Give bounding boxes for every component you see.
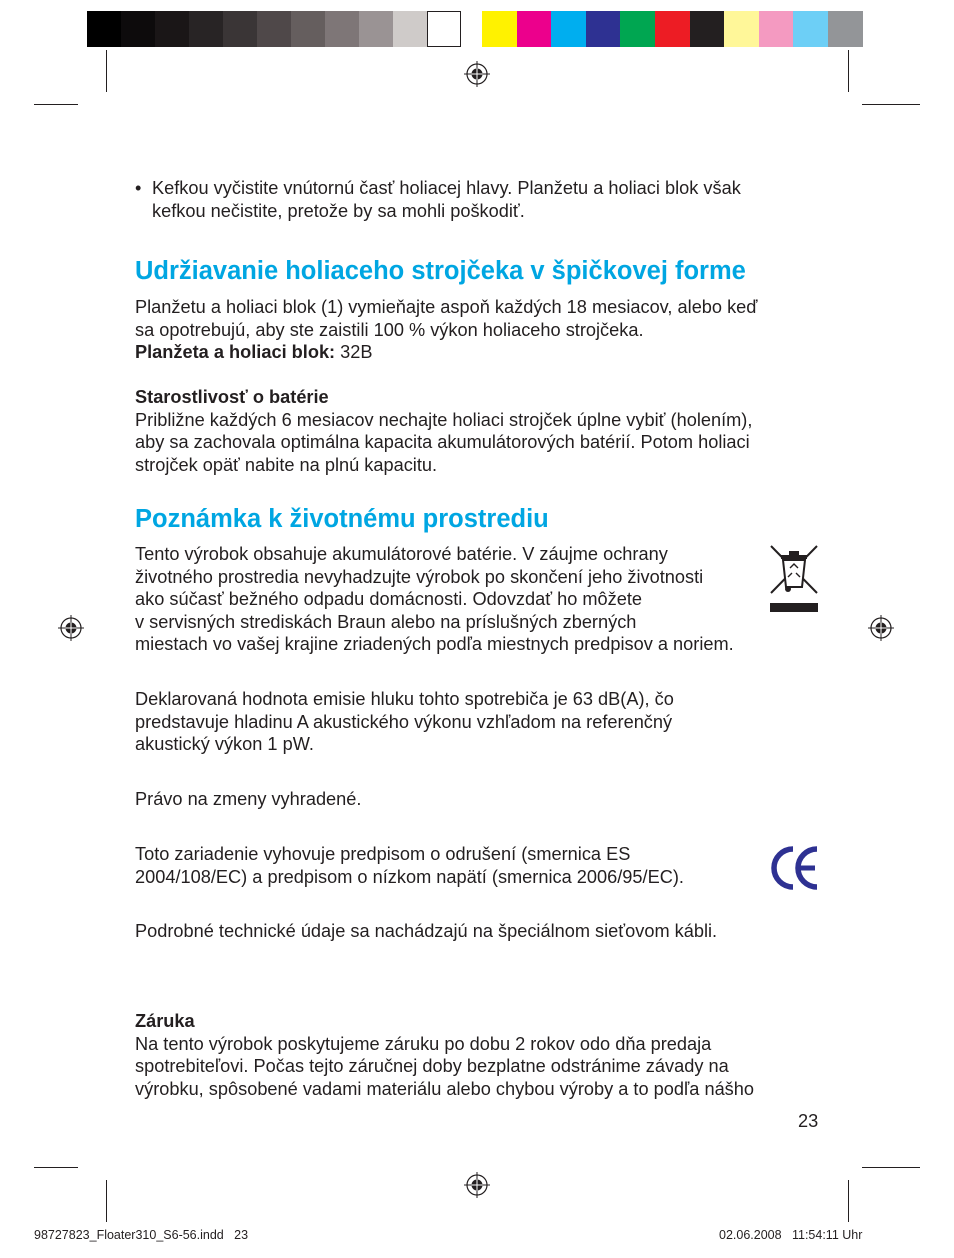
maintenance-paragraph (135, 296, 835, 364)
blue-swatch (586, 11, 621, 47)
magenta-swatch (517, 11, 552, 47)
warranty-block (135, 1010, 835, 1100)
bullet-line: kefkou nečistite, pretože by sa mohli poškodiť. (152, 200, 525, 221)
part-label: Planžeta a holiaci blok: (135, 342, 336, 362)
section-heading-maintenance: Udržiavanie holiaceho strojčeka v špičkovej forme (135, 257, 746, 285)
crop-mark (848, 50, 849, 92)
crop-mark (848, 1180, 849, 1222)
paragraph-line: sa opotrebujú, aby ste zaistili 100 % výkon holiaceho strojčeka. (135, 319, 644, 340)
gray-swatch (291, 11, 325, 47)
gray-swatch (359, 11, 393, 47)
noise-paragraph (135, 688, 835, 756)
paragraph-line: životného prostredia nevyhadzujte výrobok po skončení jeho životnosti (135, 566, 704, 587)
crossed-out-wheelie-bin-icon (768, 543, 820, 615)
footer-datetime: 02.06.2008 11:54:11 Uhr (719, 1228, 863, 1242)
gray-swatch (189, 11, 223, 47)
bullet-item (135, 177, 835, 222)
crop-mark (34, 1167, 78, 1168)
paragraph-line: miestach vo vašej krajine zriadených podľa miestnych predpisov a noriem. (135, 634, 734, 654)
paragraph-line: Tento výrobok obsahuje akumulátorové batérie. V záujme ochrany (135, 544, 668, 564)
gray-swatch (87, 11, 121, 47)
crop-mark (106, 1180, 107, 1222)
light-cyan-swatch (793, 11, 828, 47)
registration-mark-icon (464, 61, 490, 87)
crop-mark (34, 104, 78, 105)
light-yellow-swatch (724, 11, 759, 47)
gray-swatch (121, 11, 155, 47)
warranty-title: Záruka (135, 1011, 195, 1031)
paragraph-line: ako súčasť bežného odpadu domácnosti. Odovzdať ho môžete (135, 589, 643, 609)
gray-swatch (257, 11, 291, 47)
paragraph-line: Deklarovaná hodnota emisie hluku tohto spotrebiča je 63 dB(A), čo (135, 689, 674, 709)
paragraph-line: Toto zariadenie vyhovuje predpisom o odrušení (smernica ES (135, 844, 631, 864)
part-number-line (135, 341, 835, 364)
paragraph-line: strojček opäť nabite na plnú kapacitu. (135, 454, 438, 475)
compliance-paragraph (135, 843, 835, 888)
ce-mark-icon (769, 845, 821, 891)
environment-paragraph (135, 543, 835, 656)
crop-mark (862, 104, 920, 105)
section-heading-environment: Poznámka k životnému prostrediu (135, 505, 549, 533)
paragraph-line: aby sa zachovala optimálna kapacita akumulátorových batérií. Potom holiaci (135, 432, 750, 452)
gray-swatch (155, 11, 189, 47)
paragraph-line: výrobku, spôsobené vadami materiálu alebo chybou výroby a to podľa nášho (135, 1078, 755, 1099)
paragraph-line: spotrebiteľovi. Počas tejto záručnej doby bezplatne odstránime závady na (135, 1056, 729, 1076)
paragraph-line: Približne každých 6 mesiacov nechajte holiaci strojček úplne vybiť (holením), (135, 409, 753, 430)
registration-mark-icon (464, 1172, 490, 1198)
color-bar (482, 11, 863, 47)
page-number: 23 (798, 1111, 819, 1131)
red-swatch (655, 11, 690, 47)
cyan-swatch (551, 11, 586, 47)
pink-swatch (759, 11, 794, 47)
rights-reserved: Právo na zmeny vyhradené. (135, 789, 362, 809)
gray-swatch (325, 11, 359, 47)
gray-swatch (393, 11, 427, 47)
registration-mark-icon (868, 615, 894, 641)
footer-file-info: 98727823_Floater310_S6-56.indd 23 (34, 1228, 249, 1242)
battery-title: Starostlivosť o batérie (135, 387, 329, 407)
paragraph-line: 2004/108/EC) a predpisom o nízkom napätí (smernica 2006/95/EC). (135, 866, 684, 887)
paragraph-line: Planžetu a holiaci blok (1) vymieňajte aspoň každých 18 mesiacov, alebo keď (135, 297, 758, 317)
technical-data-note: Podrobné technické údaje sa nachádzajú na špeciálnom sieťovom kábli. (135, 921, 718, 941)
green-swatch (620, 11, 655, 47)
bullet-line: Kefkou vyčistite vnútornú časť holiacej hlavy. Planžetu a holiaci blok však (152, 178, 741, 198)
crop-mark (862, 1167, 920, 1168)
gray-swatch (828, 11, 863, 47)
registration-mark-icon (58, 615, 84, 641)
paragraph-line: v servisných strediskách Braun alebo na príslušných zberných (135, 611, 637, 632)
grayscale-bar (87, 11, 461, 47)
part-value: 32B (335, 342, 373, 362)
gray-swatch (223, 11, 257, 47)
black-swatch (690, 11, 725, 47)
yellow-swatch (482, 11, 517, 47)
crop-mark (106, 50, 107, 92)
bullet-marker: • (135, 178, 142, 198)
paragraph-line: akustický výkon 1 pW. (135, 734, 314, 754)
battery-care-block (135, 386, 835, 476)
white-swatch (427, 11, 461, 47)
paragraph-line: Na tento výrobok poskytujeme záruku po dobu 2 rokov odo dňa predaja (135, 1033, 712, 1054)
paragraph-line: predstavuje hladinu A akustického výkonu vzhľadom na referenčný (135, 711, 673, 732)
